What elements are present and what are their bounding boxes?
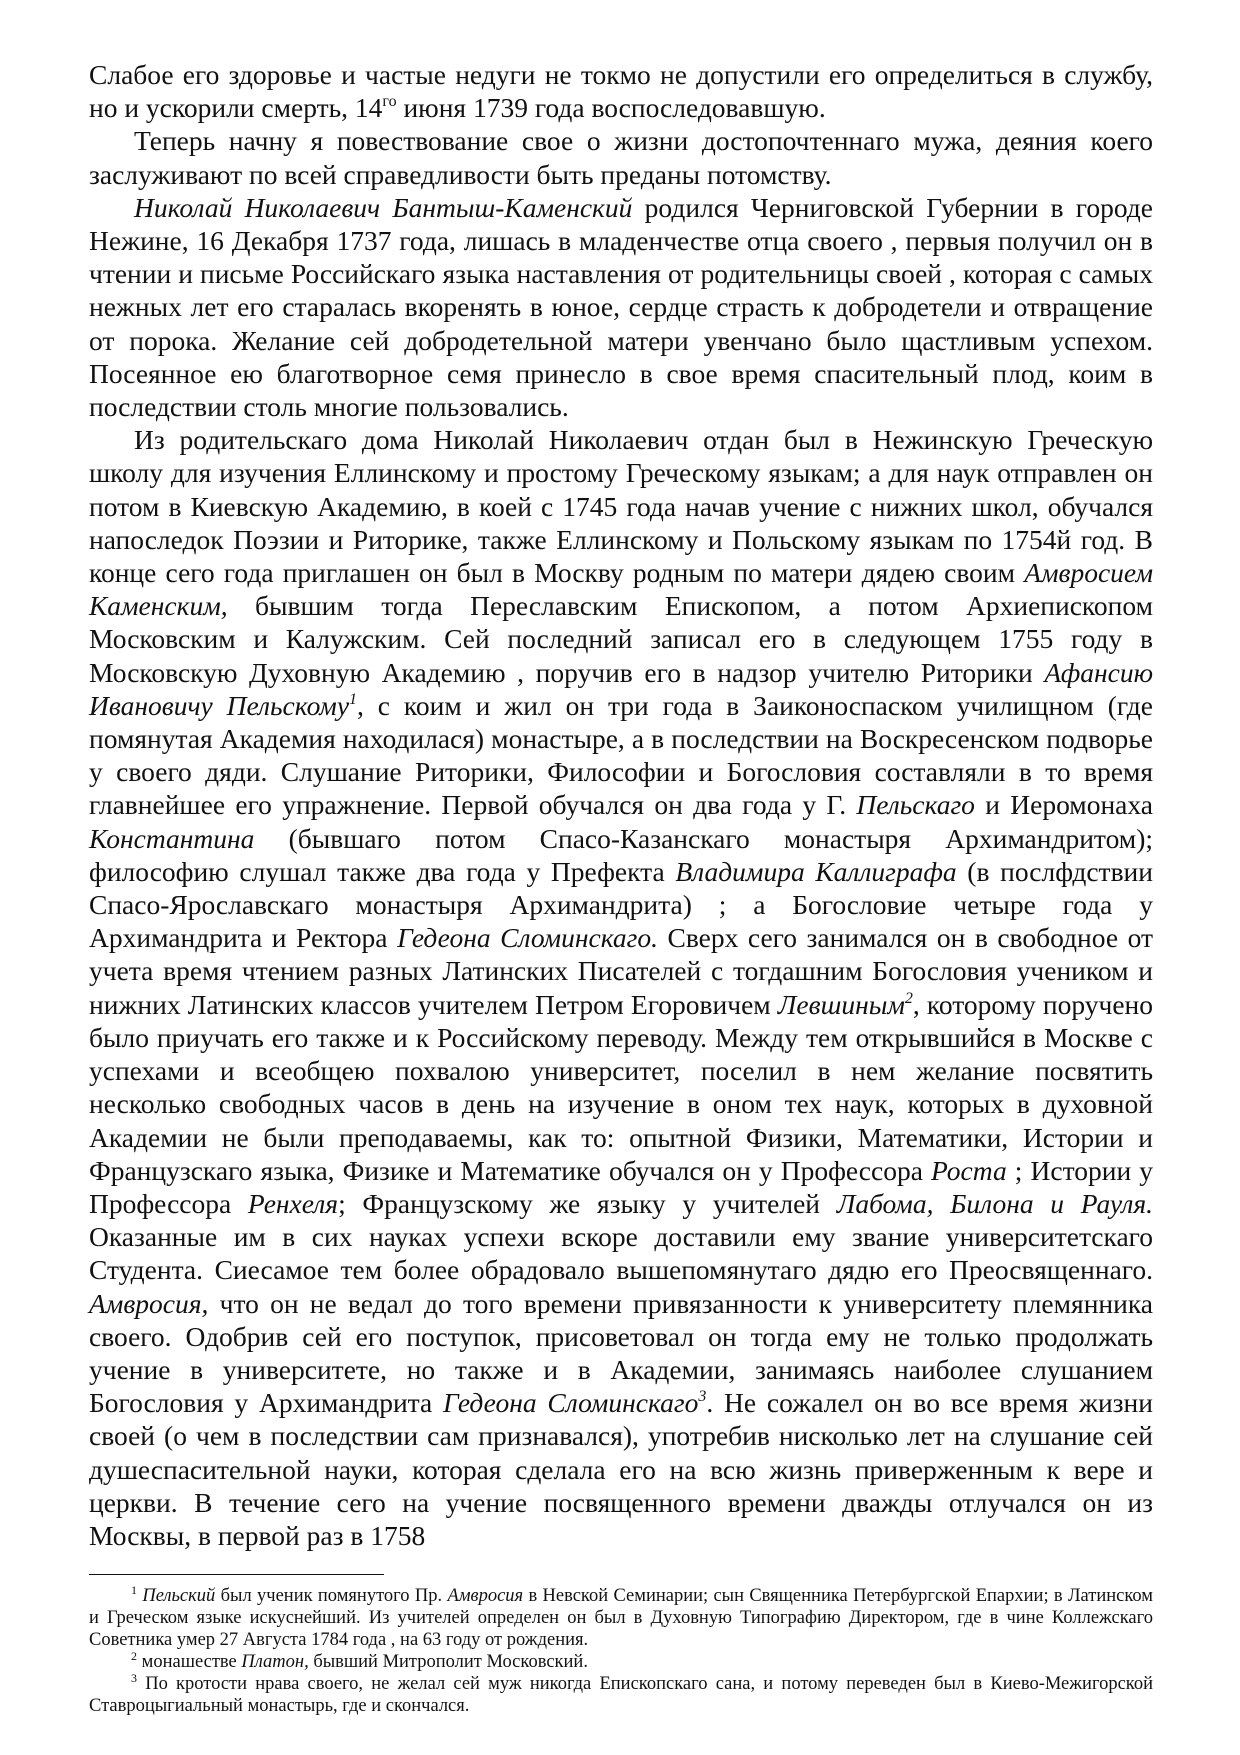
paragraph-1: Слабое его здоровье и частые недуги не токмо не допустили его определиться в службу, но и ускорили смерть, $14^{го}$ июня 1739 года воспоследовавшую.: [89, 59, 1153, 124]
footnote-ref-2: 2: [904, 989, 913, 1007]
footnotes: [89, 1585, 1153, 1717]
footnote-1: $^1$ Пельский был ученик помянутого Пр. Амвросия в Невской Семинарии; сын Священника Петербургской Епархии; в Латинском и Греческом языке искуснейший. Из учителей определен он был в Духовную Типографию Директором, где в чине Коллежскаго Советника умер 27 Августа 1784 года , на 63 году от рождения.: [89, 1583, 1154, 1650]
footnote-separator: [89, 1574, 384, 1575]
paragraph-3: Николай Николаевич Бантыш-Каменский родился Черниговской Губернии в городе Нежине, 16 Декабря 1737 года, лишась в младенчестве отца своего , первыя получил он в чтении и письме Российскаго языка наставления от родительницы своей , которая с самых нежных лет его старалась вкоренять в юное, сердце страсть к добродетели и отвращение от порока. Желание сей добродетельной матери увенчано было щастливым успехом. Посеянное ею благотворное семя принесло в свое время спасительный плод, коим в последствии столь многие пользовались.: [89, 191, 1153, 423]
paragraph-2: Теперь начну я повествование свое о жизни достопочтеннаго мужа, деяния коего заслуживают по всей справедливости быть преданы потомству.: [89, 125, 1153, 190]
body-text: [89, 58, 1153, 1552]
footnote-3: $^3$ По кротости нрава своего, не желал сей муж никогда Епископскаго сана, и потому переведен был в Киево-Межигорской Ставроцыгиальный монастырь, где и скончался.: [89, 1671, 1153, 1716]
person-name: Николай Николаевич Бантыш-Каменский: [134, 191, 633, 223]
footnote-ref-3: 3: [698, 1388, 707, 1406]
footnote-ref-1: 1: [349, 690, 358, 708]
footnote-2: $^2$ монашестве Платон, бывший Митрополит Московский.: [131, 1649, 588, 1672]
paragraph-4: Из родительскаго дома Николай Николаевич отдан был в Нежинскую Греческую школу для изучения Еллинскому и простому Греческому языкам; а для наук отправлен он потом в Киевскую Академию, в коей с 1745 года начав учение с нижних школ, обучался напоследок Поэзии и Риторике, также Еллинскому и Польскому языкам по 1754й год. В конце сего года приглашен он был в Москву родным по матери дядею своим Амвросием Каменским, бывшим тогда Переславским Епископом, а потом Архиепископом Московским и Калужским. Сей последний записал его в следующем 1755 году в Московскую Духовную Академию , поручив его в надзор учителю Риторики Афансию Ивановичу Пельскому$^1$, с коим и жил он три года в Заиконоспаском училищном (где помянутая Академия находилася) монастыре, а в последствии на Воскресенском подворье у своего дяди. Слушание Риторики, Философии и Богословия составляли в то время главнейшее его упражнение. Первой обучался он два года у Г. Пельскаго и Иеромонаха Константина (бывшаго потом Спасо-Казанскаго монастыря Архимандритом); философию слушал также два года у Префекта Владимира Каллиграфа (в послфдствии Спасо-Ярославскаго монастыря Архимандрита) ; а Богословие четыре года у Архимандрита и Ректора Гедеона Сломинскаго. Сверх сего занимался он в свободное от учета время чтением разных Латинских Писателей с тогдашним Богословия учеником и нижних Латинских классов учителем Петром Егоровичем Левшиным$^2$, которому поручено было приучать его также и к Российскому переводу. Между тем открывшийся в Москве с успехами и всеобщею похвалою университет, поселил в нем желание посвятить несколько свободных часов в день на изучение в оном тех наук, которых в духовной Академии не были преподаваемы, как то: опытной Физики, Математики, Истории и Французскаго языка, Физике и Математике обучался он у Профессора Роста ; Истории у Профессора Ренхеля; Французскому же языку у учителей Лабома, Билона и Рауля. Оказанные им в сих науках успехи вскоре доставили ему звание университетскаго Студента. Сиесамое тем более обрадовало вышепомянутаго дядю его Преосвященнаго. Амвросия, что он не ведал до того времени привязанности к университету племянника своего. Одобрив сей его поступок, присоветовал он тогда ему не только продолжать учение в университете, но также и в Академии, занимаясь наиболее слушанием Богословия у Архимандрита Гедеона Сломинскаго$^3$. Не сожалел он во все время жизни своей (о чем в последствии сам признавался), употребив нисколько лет на слушание сей душеспасительной науки, которая сделала его на всю жизнь приверженным к вере и церкви. В течение сего на учение посвященного времени дважды отлучался он из Москвы, в первой раз в 1758: [89, 424, 1154, 1551]
superscript: го: [382, 93, 397, 111]
